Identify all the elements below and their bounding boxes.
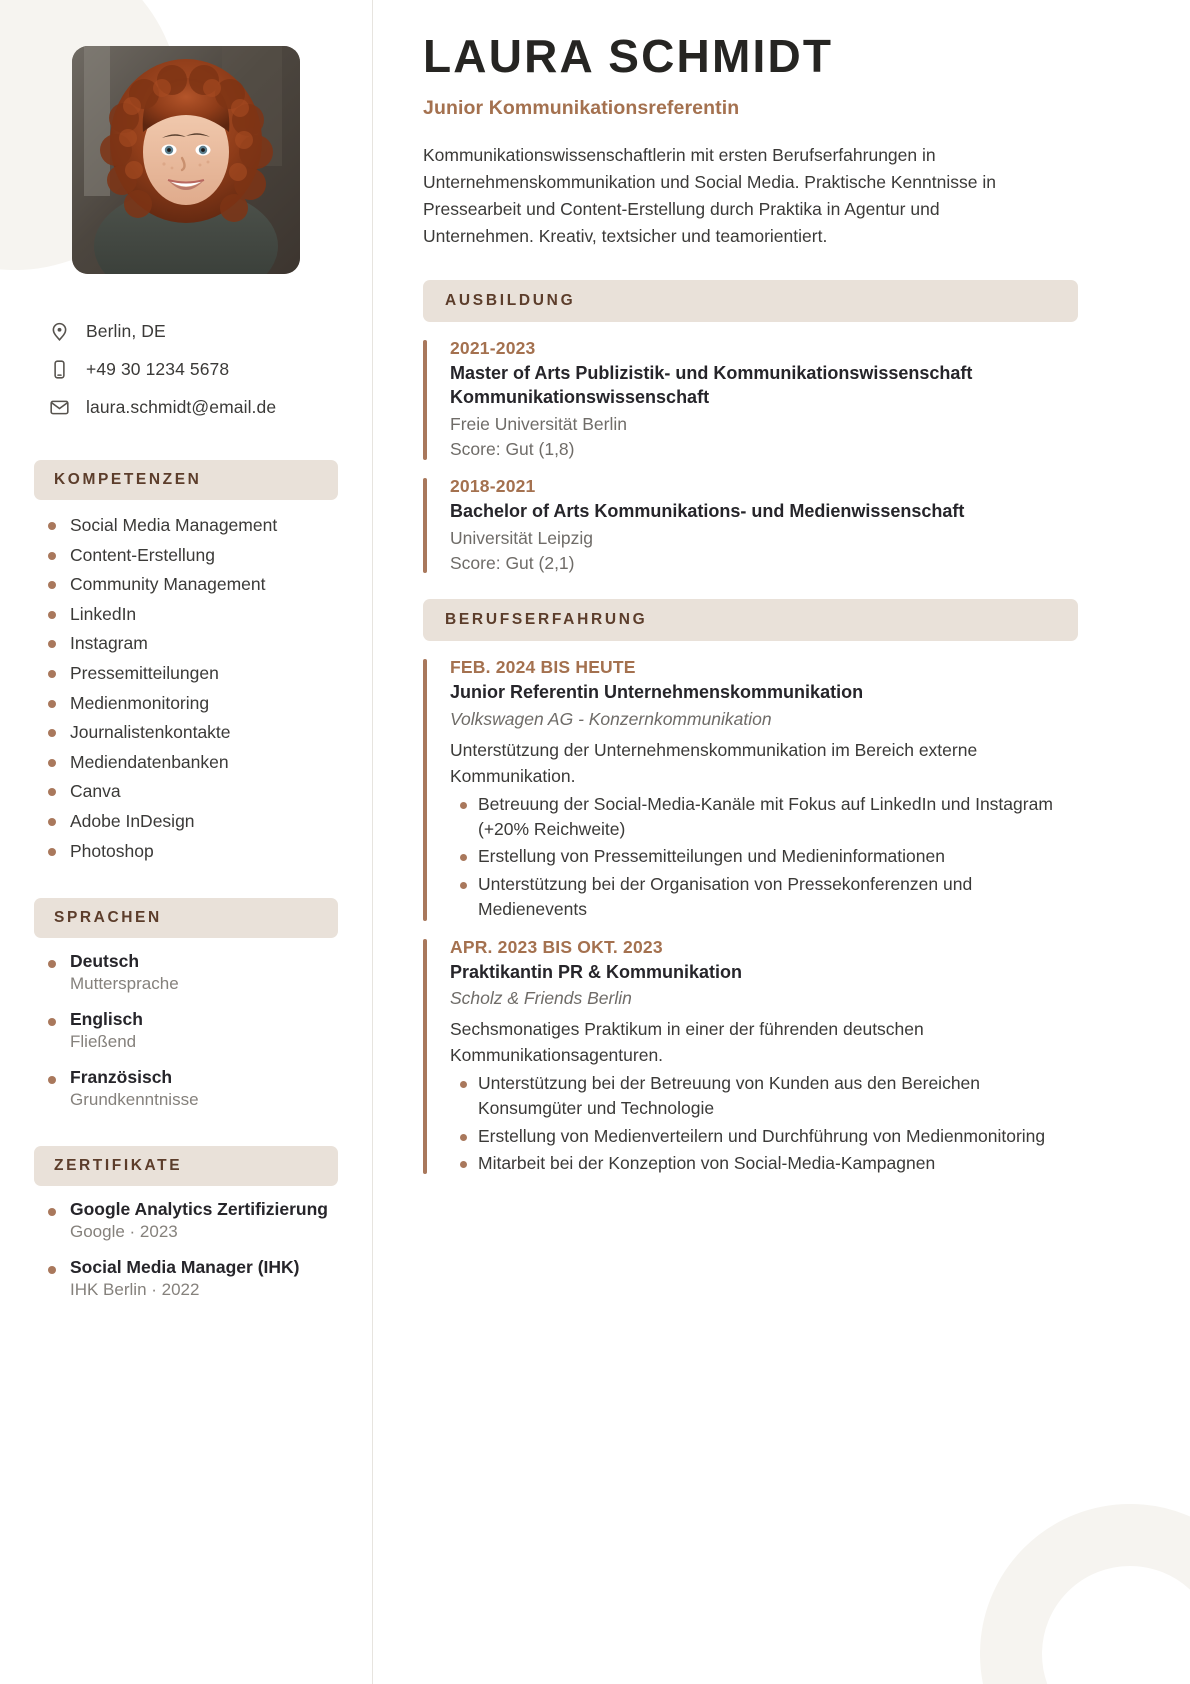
page-title: LAURA SCHMIDT (423, 30, 834, 82)
entry-title: Master of Arts Publizistik- und Kommunikationswissenschaft Kommunikationswissenschaft (450, 363, 973, 408)
entry-date: APR. 2023 BIS OKT. 2023 (450, 936, 663, 957)
list-item: Betreuung der Social-Media-Kanäle mit Fokus auf LinkedIn und Instagram (+20% Reichweite) (456, 792, 1078, 843)
list-item: Unterstützung bei der Organisation von Pressekonferenzen und Medienevents (456, 872, 1078, 923)
list-item: Social Media Management (44, 512, 338, 539)
education-entry (423, 476, 1078, 576)
contact-location-value: Berlin, DE (86, 320, 166, 341)
skills-section (34, 460, 338, 864)
contact-email-value: laura.schmidt@email.de (86, 396, 277, 417)
languages-section-title: SPRACHEN (34, 898, 338, 938)
envelope-icon (46, 394, 72, 420)
list-item: Instagram (44, 630, 338, 657)
job-role-subtitle: Junior Kommunikationsreferentin (423, 96, 740, 119)
list-item: Canva (44, 778, 338, 805)
certificates-section-title: ZERTIFIKATE (34, 1146, 338, 1186)
list-item: LinkedIn (44, 601, 338, 628)
list-item: Journalistenkontakte (44, 719, 338, 746)
language-level: Grundkenntnisse (70, 1090, 199, 1110)
list-item: Adobe InDesign (44, 808, 338, 835)
skills-list (44, 512, 338, 864)
contact-item-phone (46, 356, 338, 382)
language-name: Englisch (70, 1009, 143, 1030)
experience-section-title: BERUFSERFAHRUNG (423, 599, 1078, 641)
profile-summary: Kommunikationswissenschaftlerin mit ersten Berufserfahrungen in Unternehmenskommunikation und Social Media. Praktische Kenntnisse in Pressearbeit und Content-Erstellung durch Praktika in Agentur und Unternehmen. Kreativ, textsicher und teamorientiert. (423, 144, 996, 247)
contact-phone-value: +49 30 1234 5678 (86, 358, 230, 379)
list-item (44, 1066, 338, 1112)
language-name: Deutsch (70, 951, 140, 972)
entry-description: Unterstützung der Unternehmenskommunikation im Bereich externe Kommunikation. (450, 740, 978, 786)
experience-section (423, 599, 1078, 1176)
languages-list (44, 950, 338, 1112)
skills-section-title: KOMPETENZEN (34, 460, 338, 500)
experience-entry (423, 937, 1078, 1177)
certificate-meta: Google · 2023 (70, 1222, 178, 1242)
list-item: Community Management (44, 571, 338, 598)
certificates-section (34, 1146, 338, 1302)
list-item: Content-Erstellung (44, 542, 338, 569)
location-pin-icon (46, 318, 72, 344)
profile-photo (72, 46, 300, 274)
language-name: Französisch (70, 1067, 173, 1088)
list-item: Erstellung von Medienverteilern und Durchführung von Medienmonitoring (456, 1124, 1078, 1149)
certificates-list (44, 1198, 338, 1302)
list-item: Unterstützung bei der Betreuung von Kunden aus den Bereichen Konsumgüter und Technologie (456, 1071, 1078, 1122)
list-item: Medienmonitoring (44, 690, 338, 717)
entry-title: Praktikantin PR & Kommunikation (450, 961, 743, 982)
contact-item-location (46, 318, 338, 344)
profile-photo-wrapper (34, 46, 338, 274)
entry-score: Score: Gut (2,1) (450, 552, 575, 573)
list-item (44, 1198, 338, 1244)
list-item: Erstellung von Pressemitteilungen und Medieninformationen (456, 844, 1078, 869)
entry-description: Sechsmonatiges Praktikum in einer der führenden deutschen Kommunikationsagenturen. (450, 1019, 924, 1066)
sidebar (0, 0, 372, 1684)
entry-organization: Volkswagen AG - Konzernkommunikation (450, 709, 772, 730)
entry-bullet-list (456, 792, 1078, 923)
certificate-name: Google Analytics Zertifizierung (70, 1199, 328, 1220)
language-level: Muttersprache (70, 974, 179, 994)
portrait-illustration (72, 46, 300, 274)
list-item (44, 1008, 338, 1054)
education-section-title: AUSBILDUNG (423, 280, 1078, 322)
entry-date: 2018-2021 (450, 475, 536, 496)
list-item: Mediendatenbanken (44, 749, 338, 776)
languages-section (34, 898, 338, 1112)
entry-bullet-list (456, 1071, 1078, 1177)
entry-score: Score: Gut (1,8) (450, 438, 575, 459)
entry-date: 2021-2023 (450, 338, 536, 359)
entry-organization: Scholz & Friends Berlin (450, 988, 632, 1009)
list-item: Photoshop (44, 838, 338, 865)
list-item: Mitarbeit bei der Konzeption von Social-Media-Kampagnen (456, 1151, 1078, 1176)
entry-organization: Universität Leipzig (450, 527, 593, 548)
entry-date: FEB. 2024 BIS HEUTE (450, 657, 636, 678)
experience-entry (423, 657, 1078, 922)
phone-icon (46, 356, 72, 382)
entry-title: Bachelor of Arts Kommunikations- und Medienwissenschaft (450, 500, 965, 521)
education-entry (423, 338, 1078, 462)
entry-organization: Freie Universität Berlin (450, 414, 627, 435)
certificate-meta: IHK Berlin · 2022 (70, 1280, 200, 1300)
list-item (44, 950, 338, 996)
entry-title: Junior Referentin Unternehmenskommunikation (450, 682, 864, 703)
language-level: Fließend (70, 1032, 137, 1052)
contact-list (46, 318, 338, 420)
certificate-name: Social Media Manager (IHK) (70, 1257, 300, 1278)
education-section (423, 280, 1078, 575)
list-item (44, 1256, 338, 1302)
main-content (373, 0, 1190, 1684)
contact-item-email (46, 394, 338, 420)
list-item: Pressemitteilungen (44, 660, 338, 687)
